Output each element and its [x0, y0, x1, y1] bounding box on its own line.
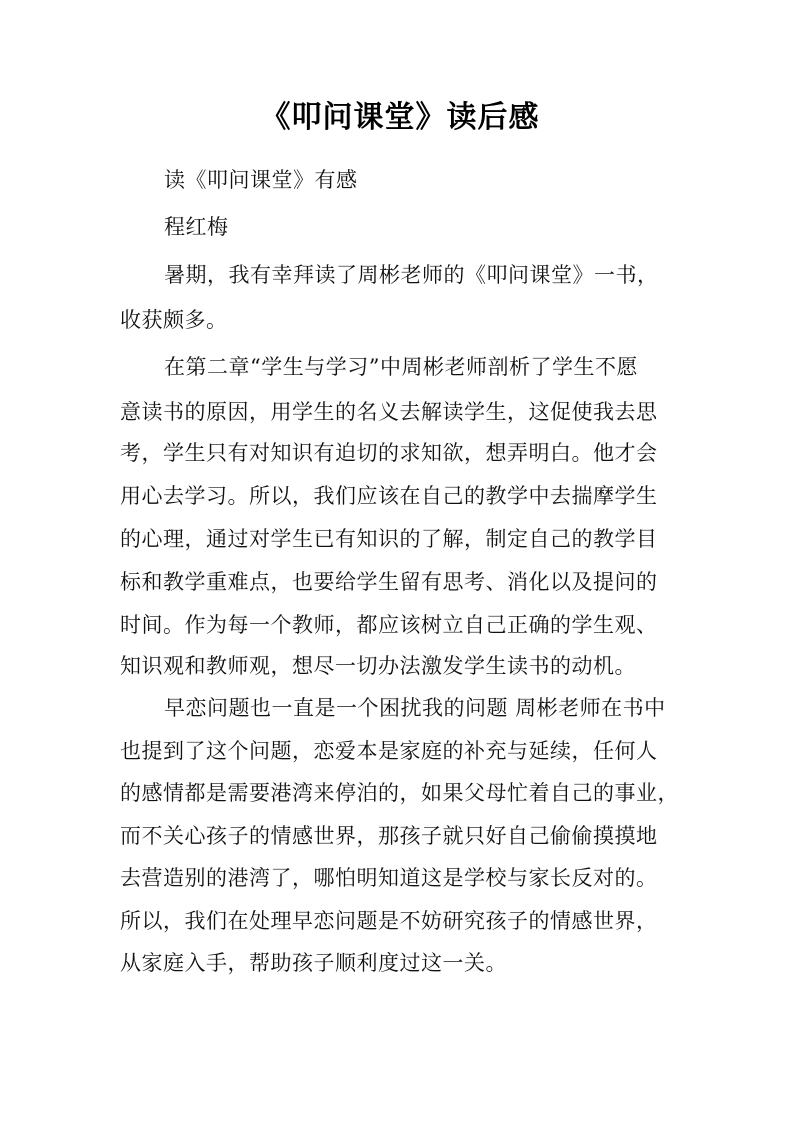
paragraph-line: 知识观和教师观，想尽一切办法激发学生读书的动机。: [120, 654, 636, 678]
paragraph-line: 标和教学重难点，也要给学生留有思考、消化以及提问的: [120, 570, 658, 594]
paragraph-line: 时间。作为每一个教师，都应该树立自己正确的学生观、: [120, 613, 658, 637]
paragraph-line: 收获颇多。: [120, 308, 228, 332]
document-subtitle: 读《叩问课堂》有感: [164, 168, 358, 192]
paragraph-line: 而不关心孩子的情感世界，那孩子就只好自己偷偷摸摸地: [120, 824, 658, 848]
paragraph-line: 暑期，我有幸拜读了周彬老师的《叩问课堂》一书，: [164, 263, 659, 287]
paragraph-line: 意读书的原因，用学生的名义去解读学生，这促使我去思: [120, 400, 658, 424]
paragraph-line: 在第二章“学生与学习”中周彬老师剖析了学生不愿: [164, 355, 638, 379]
author-name: 程红梅: [164, 215, 229, 239]
paragraph-line: 的感情都是需要港湾来停泊的，如果父母忙着自己的事业，: [120, 781, 679, 805]
paragraph-line: 也提到了这个问题，恋爱本是家庭的补充与延续，任何人: [120, 739, 658, 763]
paragraph-line: 所以，我们在处理早恋问题是不妨研究孩子的情感世界，: [120, 909, 658, 933]
paragraph-line: 用心去学习。所以，我们应该在自己的教学中去揣摩学生: [120, 484, 658, 508]
paragraph-line: 的心理，通过对学生已有知识的了解，制定自己的教学目: [120, 527, 658, 551]
document-title: 《叩问课堂》读后感: [260, 100, 540, 135]
paragraph-line: 早恋问题也一直是一个困扰我的问题 周彬老师在书中: [164, 696, 666, 720]
paragraph-line: 从家庭入手，帮助孩子顺利度过这一关。: [120, 951, 507, 975]
paragraph-line: 去营造别的港湾了，哪怕明知道这是学校与家长反对的。: [120, 866, 658, 890]
paragraph-line: 考，学生只有对知识有迫切的求知欲，想弄明白。他才会: [120, 441, 658, 465]
